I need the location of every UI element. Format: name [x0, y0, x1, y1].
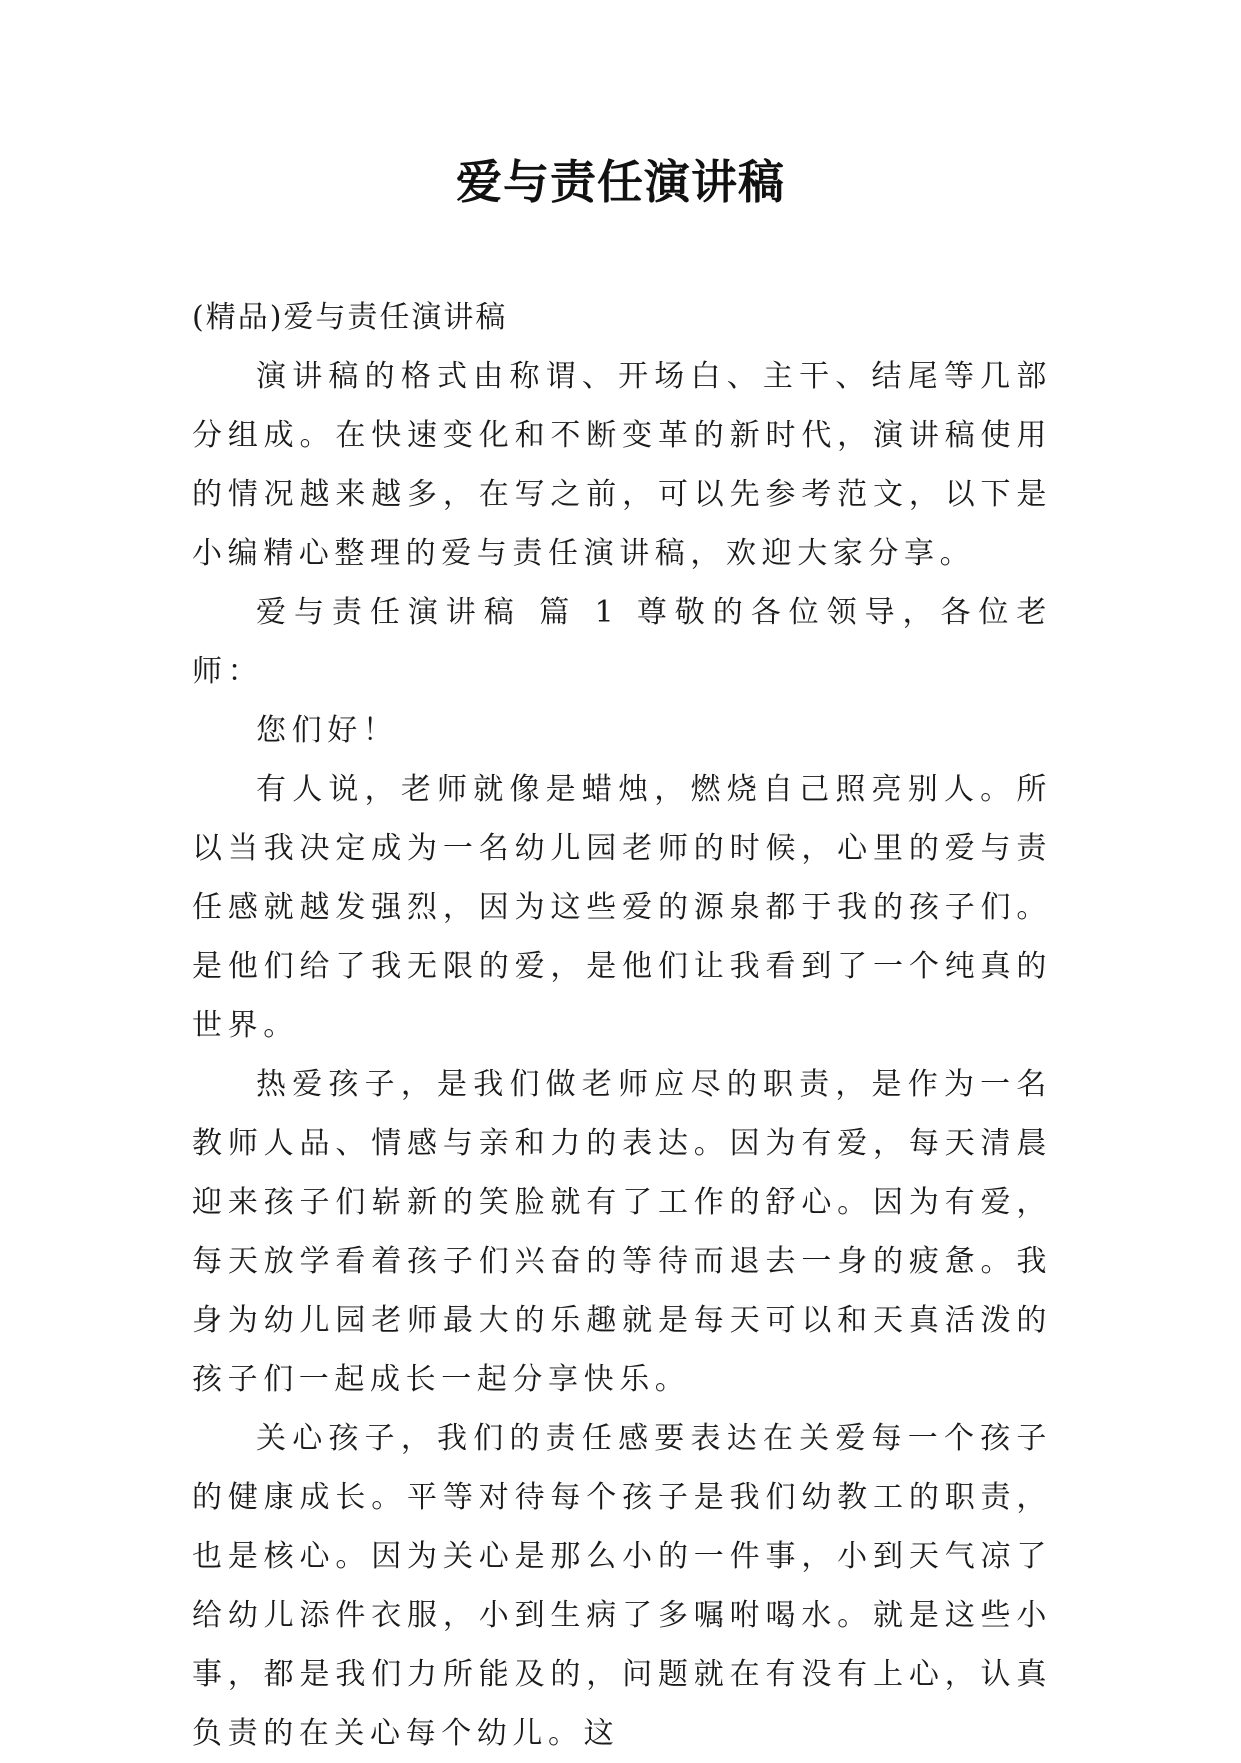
paragraph-candle: 有人说，老师就像是蜡烛，燃烧自己照亮别人。所以当我决定成为一名幼儿园老师的时候，心里的爱与责任感就越发强烈，因为这些爱的源泉都于我的孩子们。是他们给了我无限的爱，是他们让我看到了一个纯真的世界。 [192, 772, 1052, 1043]
paragraph-greeting: 您们好！ [256, 713, 399, 748]
document-body [192, 288, 1052, 1763]
paragraph-love-children: 热爱孩子，是我们做老师应尽的职责，是作为一名教师人品、情感与亲和力的表达。因为有爱，每天清晨迎来孩子们崭新的笑脸就有了工作的舒心。因为有爱，每天放学看着孩子们兴奋的等待而退去一身的疲惫。我身为幼儿园老师最大的乐趣就是每天可以和天真活泼的孩子们一起成长一起分享快乐。 [192, 1067, 1052, 1397]
paragraph-care-children: 关心孩子，我们的责任感要表达在关爱每一个孩子的健康成长。平等对待每个孩子是我们幼教工的职责，也是核心。因为关心是那么小的一件事，小到天气凉了给幼儿添件衣服，小到生病了多嘱咐喝水。就是这些小事，都是我们力所能及的，问题就在有没有上心，认真负责的在关心每个幼儿。这 [192, 1421, 1052, 1751]
document-subtitle: (精品)爱与责任演讲稿 [192, 300, 508, 335]
paragraph-salutation: 爱与责任演讲稿 篇 1 尊敬的各位领导，各位老师： [192, 595, 1052, 689]
paragraph-intro: 演讲稿的格式由称谓、开场白、主干、结尾等几部分组成。在快速变化和不断变革的新时代，演讲稿使用的情况越来越多，在写之前，可以先参考范文，以下是小编精心整理的爱与责任演讲稿，欢迎大家分享。 [192, 359, 1052, 571]
document-title: 爱与责任演讲稿 [456, 155, 785, 209]
